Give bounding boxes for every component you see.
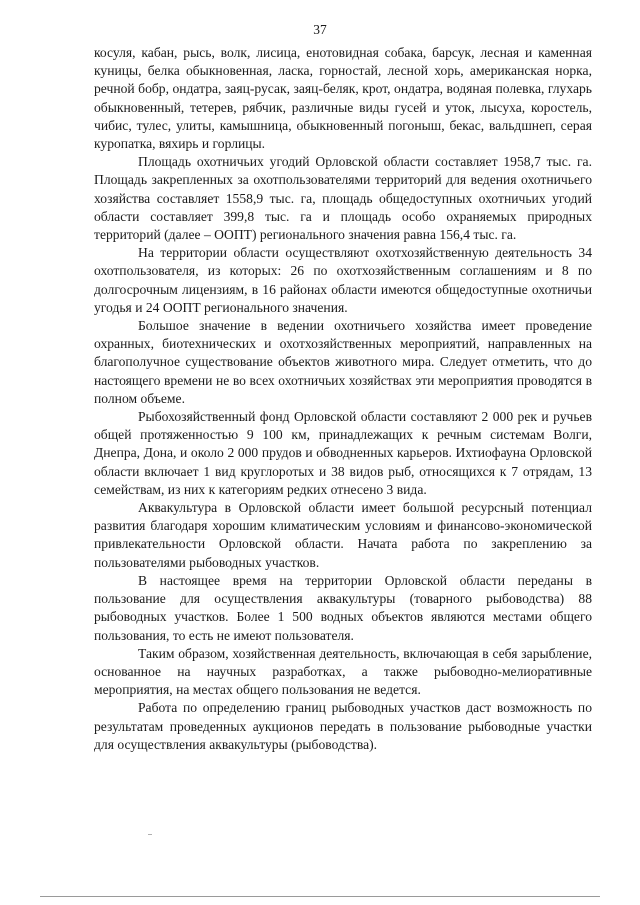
paragraph-fish-plots: В настоящее время на территории Орловской области переданы в пользование для осуществления аквакультуры (товарного рыбоводства) 88 рыбоводных участков. Более 1 500 водных объектов являются местами общего пользования, то есть не имеют пользователя. [94,572,592,643]
paragraph-conclusion: Таким образом, хозяйственная деятельность, включающая в себя зарыбление, основанное на научных разработках, а также рыбоводно-мелиоративные мероприятия, на местах общего пользования не ведется. [94,645,592,698]
paragraph-hunting-area: Площадь охотничьих угодий Орловской области составляет 1958,7 тыс. га. Площадь закрепленных за охотпользователями территорий для ведения охотничьего хозяйства составляет 1558,9 тыс. га, площадь общедоступных охотничьих угодий области составляет 399,8 тыс. га и площадь особо охраняемых природных территорий (далее – ООПТ) регионального значения равна 156,4 тыс. га. [94,154,592,243]
paragraph-boundaries: Работа по определению границ рыбоводных участков даст возможность по результатам проведенных аукционов передать в пользование рыбоводные участки для осуществления аквакультуры (рыбоводства). [94,700,592,752]
paragraph-aquaculture: Аквакультура в Орловской области имеет большой ресурсный потенциал развития благодаря хорошим климатическим условиям и финансово-экономической привлекательности Орловской области. Начата работа по закреплению за пользователями рыбоводных участков. [94,500,592,570]
page-number: 37 [313,22,327,37]
paragraph-species-list: косуля, кабан, рысь, волк, лисица, енотовидная собака, барсук, лесная и каменная куницы, белка обыкновенная, ласка, горностай, лесной хорь, американская норка, речной бобр, ондатра, заяц-русак, заяц-беляк, крот, ондатра, водяная полевка, глухарь обыкновенный, тетерев, рябчик, различные виды гусей и уток, лысуха, коростель, чибис, тулес, улиты, камышница, обыкновенный погоныш, бекас, вальдшнеп, серая куропатка, вяхирь и горлицы. [94,45,592,152]
bottom-rule [40,896,600,897]
paragraph-hunting-measures: Большое значение в ведении охотничьего хозяйства имеет проведение охранных, биотехнических и охотхозяйственных мероприятий, направленных на благополучное существование объектов животного мира. Следует отметить, что до настоящего времени не во всех охотничьих хозяйствах эти мероприятия проводятся в полном объеме. [94,318,592,406]
paragraph-hunting-users: На территории области осуществляют охотхозяйственную деятельность 34 охотпользователя, из которых: 26 по охотхозяйственным соглашениям и 8 по долгосрочным лицензиям, в 16 районах области имеются общедоступные охотничьи угодья и 24 ООПТ регионального значения. [94,245,592,315]
body-text [94,44,592,754]
scan-speck [148,834,152,835]
paragraph-fishery-fund: Рыбохозяйственный фонд Орловской области составляют 2 000 рек и ручьев общей протяженностью 9 100 км, принадлежащих к речным системам Волги, Днепра, Дона, и около 2 000 прудов и обводненных карьеров. Ихтиофауна Орловской области включает 1 вид круглоротых и 38 видов рыб, относящихся к 7 отрядам, 13 семействам, из них к категориям редких отнесено 3 вида. [94,409,592,497]
